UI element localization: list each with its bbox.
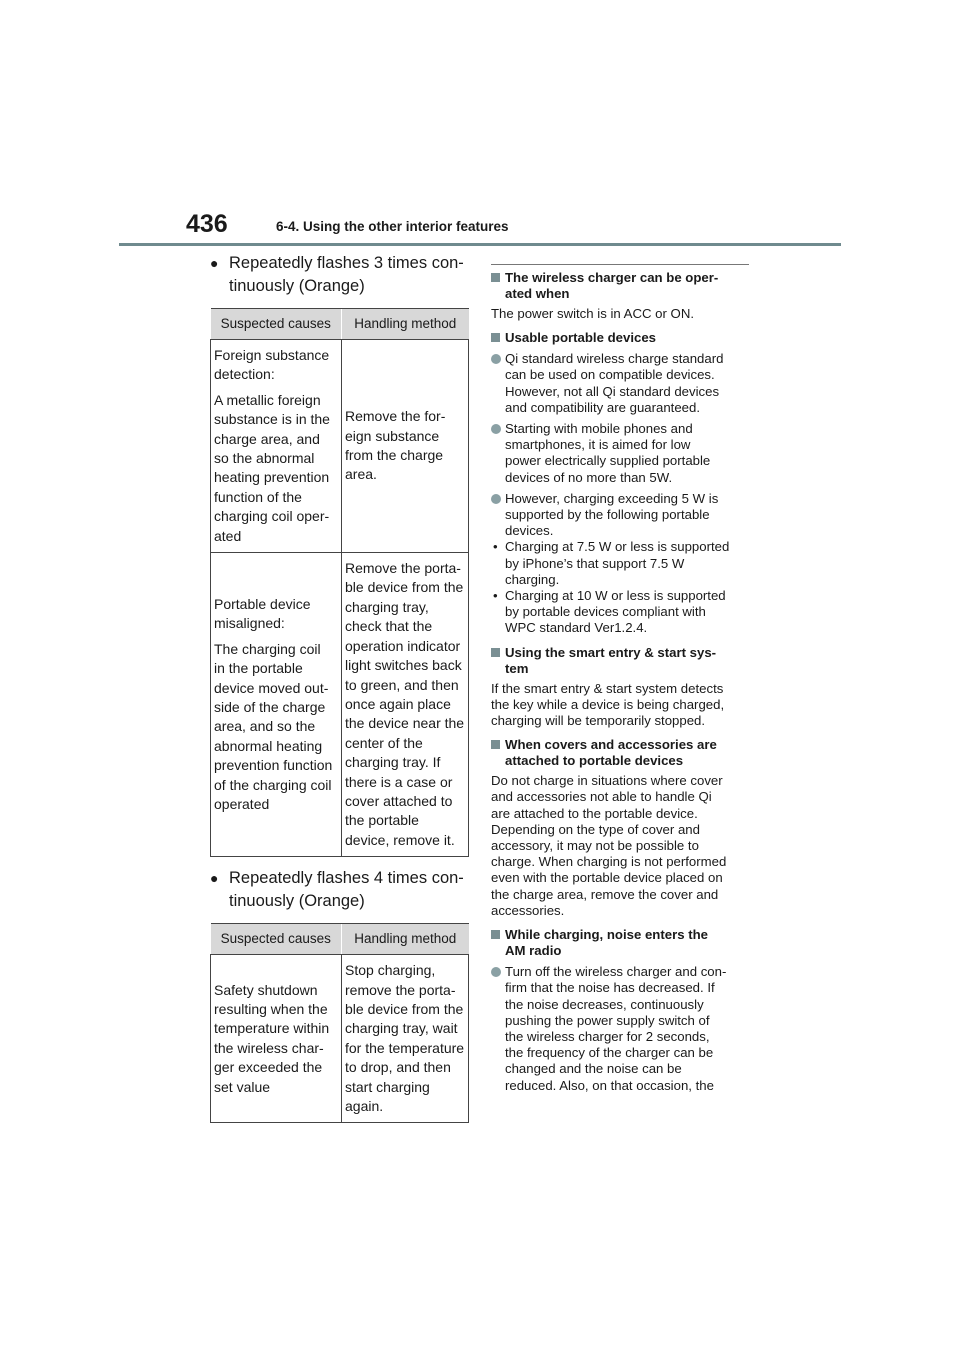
cause-paragraph: The charging coil in the portable device moved out- side of the charge area, and so the abnormal heating prevention function of the charging coil operated bbox=[214, 640, 333, 812]
method-cell bbox=[342, 955, 469, 1123]
list-item-text: Turn off the wireless charger and con- firm that the noise has decreased. If the noise decreases, continuously pushing the power supply switch of the wireless charger for 2 seconds, the frequency of the charger can be changed and the noise can be reduced. Also, on that occasion, the bbox=[505, 964, 727, 1093]
method-paragraph: Remove the porta- ble device from the charging tray, check that the operation indicator light switches back to green, and then once again place the device near the center of the charging tray. If there is a case or cover attached to the portable device, remove it. bbox=[345, 560, 465, 848]
table-body bbox=[211, 955, 469, 1123]
dot-marker-icon: • bbox=[493, 539, 498, 555]
list-item-text: Qi standard wireless charge standard can be used on compatible devices. However, not all Qi standard devices and compatibility are guaranteed. bbox=[505, 351, 724, 415]
cause-paragraph: Portable device misaligned: bbox=[214, 595, 311, 632]
square-bullet-icon bbox=[491, 273, 500, 282]
page-number: 436 bbox=[186, 210, 228, 238]
column-header-causes: Suspected causes bbox=[211, 309, 342, 340]
subsection-heading-text: The wireless charger can be oper- ated when bbox=[505, 270, 719, 301]
flash-4-heading bbox=[210, 867, 470, 913]
column-header-causes: Suspected causes bbox=[211, 924, 342, 955]
table-row bbox=[211, 955, 469, 1123]
list-item bbox=[491, 964, 751, 1094]
body-paragraph: Do not charge in situations where cover and accessories not able to handle Qi are attached to the portable device. Depending on the type of cover and accessory, it may not be possible to charge. When charging is not performed even with the portable device placed on the charge area, remove the cover and accessories. bbox=[491, 773, 727, 918]
method-cell bbox=[342, 340, 469, 553]
right-column-rule bbox=[491, 264, 749, 265]
section-title: 6-4. Using the other interior features bbox=[276, 219, 509, 234]
list-item-text: Starting with mobile phones and smartphones, it is aimed for low power electrically supplied portable devices of no more than 5W. bbox=[505, 421, 711, 485]
square-bullet-icon bbox=[491, 333, 500, 342]
subsection-heading bbox=[491, 737, 751, 769]
table-row bbox=[211, 340, 469, 553]
circle-bullet-icon bbox=[491, 354, 501, 364]
square-bullet-icon bbox=[491, 648, 500, 657]
table-body bbox=[211, 340, 469, 857]
cause-paragraph: Safety shutdown resulting when the temperature within the wireless char- ger exceeded the set value bbox=[214, 981, 330, 1095]
cause-cell bbox=[211, 340, 342, 553]
flash-3-table bbox=[210, 308, 469, 857]
cause-paragraph: A metallic foreign substance is in the charge area, and so the abnormal heating prevention function of the charging coil oper- ated bbox=[214, 391, 330, 544]
sub-list-item-text: Charging at 7.5 W or less is supported by iPhone’s that support 7.5 W charging. bbox=[505, 539, 730, 587]
list-item bbox=[491, 491, 751, 540]
bullet-dot-icon: ● bbox=[210, 255, 219, 271]
heading-line: Repeatedly flashes 4 times con- bbox=[229, 869, 464, 888]
subsection-heading bbox=[491, 270, 751, 302]
body-paragraph: If the smart entry & start system detects the key while a device is being charged, charging will be temporarily stopped. bbox=[491, 680, 725, 729]
table-row bbox=[211, 553, 469, 857]
subsection-heading-text: While charging, noise enters the AM radio bbox=[505, 927, 708, 959]
square-bullet-icon bbox=[491, 930, 500, 939]
cause-paragraph: Foreign substance detection: bbox=[214, 347, 330, 383]
subsection-heading bbox=[491, 330, 751, 346]
right-column bbox=[491, 264, 751, 1094]
dot-marker-icon: • bbox=[493, 588, 498, 604]
cause-cell bbox=[211, 955, 342, 1123]
heading-line: Repeatedly flashes 3 times con- bbox=[229, 254, 464, 272]
subsection-heading-text: Using the smart entry & start sys- tem bbox=[505, 644, 717, 676]
square-bullet-icon bbox=[491, 740, 500, 749]
sub-list-item bbox=[491, 539, 751, 588]
subsection-heading-text: Usable portable devices bbox=[505, 330, 656, 346]
method-cell bbox=[342, 553, 469, 857]
flash-3-heading bbox=[210, 252, 470, 298]
sub-list-item-text: Charging at 10 W or less is supported by portable devices compliant with WPC standard Ver1.2.4. bbox=[505, 588, 726, 636]
cause-cell bbox=[211, 553, 342, 857]
flash-4-table bbox=[210, 923, 469, 1123]
subsection-heading bbox=[491, 645, 751, 677]
body-paragraph: The power switch is in ACC or ON. bbox=[491, 306, 695, 321]
circle-bullet-icon bbox=[491, 494, 501, 504]
bullet-dot-icon: ● bbox=[210, 870, 219, 887]
column-header-method: Handling method bbox=[342, 309, 469, 340]
subsection-heading-text: When covers and accessories are attached to portable devices bbox=[505, 737, 717, 769]
list-item bbox=[491, 351, 751, 416]
heading-line: tinuously (Orange) bbox=[229, 892, 365, 911]
header-rule bbox=[119, 243, 841, 246]
heading-line: tinuously (Orange) bbox=[229, 277, 365, 295]
circle-bullet-icon bbox=[491, 424, 501, 434]
column-header-method: Handling method bbox=[342, 924, 469, 955]
subsection-heading bbox=[491, 927, 751, 959]
list-item-text: However, charging exceeding 5 W is supported by the following portable devices. bbox=[505, 490, 719, 539]
sub-list-item bbox=[491, 588, 751, 637]
circle-bullet-icon bbox=[491, 967, 501, 977]
list-item bbox=[491, 421, 751, 486]
left-column bbox=[210, 252, 470, 1123]
method-paragraph: Remove the for- eign substance from the charge area. bbox=[345, 408, 446, 483]
method-paragraph: Stop charging, remove the porta- ble device from the charging tray, wait for the temperature to drop, and then start charging again. bbox=[345, 962, 465, 1114]
